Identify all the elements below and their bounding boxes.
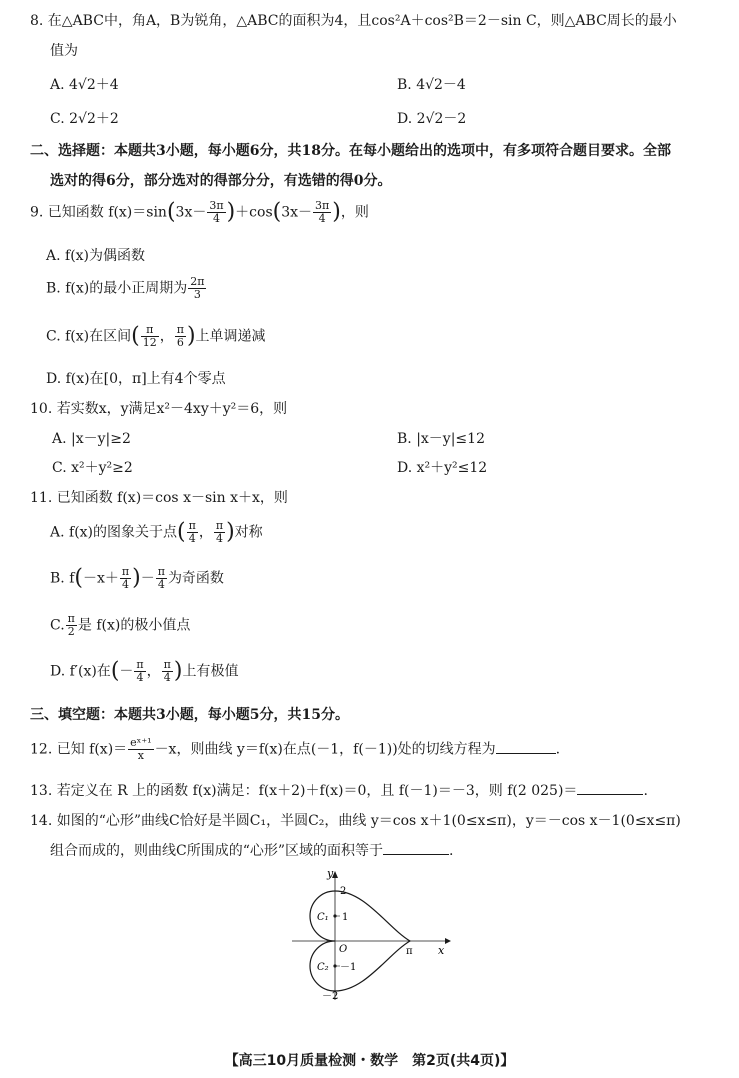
denominator: 4: [215, 532, 223, 545]
page-footer: 【高三10月质量检测・数学 第2页(共4页)】: [224, 1053, 515, 1069]
q9-option-b: [46, 276, 207, 301]
q11-option-b-mid: －: [140, 570, 155, 587]
numerator: π: [121, 565, 130, 578]
answer-blank[interactable]: [496, 739, 556, 754]
q11-option-c: [50, 613, 190, 638]
q8-option-a: A. 4√2＋4: [50, 77, 119, 93]
numerator: eˣ⁺¹: [130, 736, 152, 749]
q11-option-a: A. f(x)的图象关于点( $\frac{\pi}{4}$ ， $\frac{\pi}{4}$ )对称: [50, 519, 263, 545]
q11-option-a-suffix: 对称: [234, 524, 263, 541]
paren-close: ): [173, 658, 183, 684]
q9-stem-prefix: 9. 已知函数 f(x)＝sin: [30, 204, 167, 221]
origin-label: O: [339, 944, 348, 955]
q9-stem-suffix: ，则: [340, 204, 369, 221]
fraction: [313, 200, 331, 225]
numerator: 2π: [190, 275, 205, 288]
paren-open: (: [110, 658, 120, 684]
q11-option-b: [50, 566, 224, 591]
fraction: [66, 613, 77, 638]
q13-stem: [30, 780, 648, 800]
tick-label-1: 1: [342, 912, 349, 923]
paren-open: (: [74, 565, 83, 591]
denominator: 4: [318, 212, 326, 225]
q11-option-d-prefix: D. f′(x)在: [50, 663, 111, 680]
q14-stem-line1: 14. 如图的“心形”曲线C恰好是半圆C₁，半圆C₂，曲线 y＝cos x＋1(0≤x≤π)，y＝－cos x－1(0≤x≤π): [30, 813, 681, 829]
denominator: 12: [142, 336, 157, 349]
tick-label-2: 2: [340, 886, 347, 897]
q8-option-d: D. 2√2－2: [397, 111, 467, 127]
denominator: 4: [188, 532, 196, 545]
q11-option-d: D. f′(x)在(－ $\frac{\pi}{4}$ ， $\frac{\pi}{4}$ )上有极值: [50, 658, 239, 684]
q14-stem-line2: [50, 840, 453, 860]
denominator: 4: [136, 671, 144, 684]
fraction: [188, 276, 206, 301]
q9-arg1: 3x－: [175, 204, 207, 221]
c2-label: C₂: [317, 962, 329, 973]
q11-option-b-inner: －x＋: [82, 570, 119, 587]
x-axis-label: x: [438, 944, 445, 957]
denominator: 3: [193, 288, 201, 301]
paren-close: ): [226, 519, 235, 545]
q10-option-a: A. |x－y|≥2: [52, 431, 131, 447]
answer-blank[interactable]: [577, 780, 643, 795]
paren-close: ): [132, 565, 141, 591]
q12-end: .: [555, 741, 561, 758]
heart-curve-figure: [280, 866, 460, 1006]
fraction: [207, 200, 225, 225]
q11-option-d-neg: －: [119, 663, 134, 680]
numerator: π: [157, 565, 165, 578]
paren-close: ): [226, 199, 236, 225]
paren-open: (: [272, 199, 282, 225]
q11-option-c-suffix: 是 f(x)的极小值点: [77, 617, 191, 634]
paren-close: ): [332, 199, 341, 225]
q12-prefix: 12. 已知 f(x)＝: [30, 741, 128, 758]
q11-option-a-text: A. f(x)的图象关于点: [50, 524, 178, 541]
section2-heading-line2: 选对的得6分，部分选对的得部分分，有选错的得0分。: [50, 173, 392, 189]
q9-option-d: D. f(x)在[0，π]上有4个零点: [46, 371, 226, 387]
denominator: 4: [212, 212, 220, 225]
q11-option-b-prefix: B. f: [50, 570, 75, 587]
numerator: 3π: [315, 199, 330, 212]
q9-option-c-text: C. f(x)在区间: [46, 328, 132, 345]
q11-stem: 11. 已知函数 f(x)＝cos x－sin x＋x，则: [30, 490, 288, 506]
paren-open: (: [131, 323, 140, 349]
denominator: x: [137, 749, 144, 762]
q9-stem-mid: ＋cos: [235, 204, 273, 221]
q11-option-b-suffix: 为奇函数: [167, 570, 224, 587]
q14-line2-text: 组合而成的，则曲线C所围成的“心形”区域的面积等于: [50, 843, 384, 859]
c2-center-point: [333, 964, 336, 967]
q10-option-c: C. x²＋y²≥2: [52, 460, 133, 476]
numerator: π: [136, 658, 144, 671]
q14-end: .: [449, 843, 454, 859]
q8-stem-line1: 8. 在△ABC中，角A，B为锐角，△ABC的面积为4，且cos²A＋cos²B＝2－sin C，则△ABC周长的最小: [30, 13, 677, 29]
numerator: π: [67, 612, 75, 625]
numerator: π: [163, 658, 171, 671]
q9-arg2: 3x－: [281, 204, 313, 221]
q10-option-d: D. x²＋y²≤12: [397, 460, 488, 476]
c1-label: C₁: [317, 912, 329, 923]
y-axis-label: y: [327, 867, 334, 880]
q9-option-a: A. f(x)为偶函数: [46, 248, 146, 264]
section3-heading: 三、填空题：本题共3小题，每小题5分，共15分。: [30, 707, 349, 723]
q13-end: .: [643, 783, 648, 799]
fraction: [214, 520, 225, 545]
denominator: 4: [157, 578, 165, 591]
paren-open: (: [166, 199, 176, 225]
tick-label-pi: π: [406, 946, 413, 957]
tick-label-minus-1: －1: [340, 962, 357, 973]
denominator: 4: [163, 671, 171, 684]
q9-option-c: C. f(x)在区间( $\frac{\pi}{12}$ ， $\frac{\pi}{6}$ )上单调递减: [46, 323, 266, 349]
x-axis-arrow: [445, 938, 451, 944]
section2-heading-line1: 二、选择题：本题共3小题，每小题6分，共18分。在每小题给出的选项中，有多项符合题目要求。全部: [30, 143, 671, 159]
q8-option-c: C. 2√2＋2: [50, 111, 119, 127]
fraction: [162, 659, 173, 684]
q9-option-b-text: B. f(x)的最小正周期为: [46, 280, 188, 297]
fraction: [120, 566, 131, 591]
denominator: 6: [176, 336, 184, 349]
q10-option-b: B. |x－y|≤12: [397, 431, 485, 447]
q13-text: 13. 若定义在 R 上的函数 f(x)满足：f(x＋2)＋f(x)＝0，且 f(－1)＝－3，则 f(2 025)＝: [30, 783, 578, 799]
fraction: [134, 659, 145, 684]
numerator: π: [176, 323, 184, 336]
q8-option-b: B. 4√2－4: [397, 77, 466, 93]
fraction: [141, 324, 159, 349]
q12-stem: [30, 737, 560, 762]
tick-label-minus-2: －2: [322, 991, 339, 1002]
fraction: [175, 324, 186, 349]
q9-option-c-suffix: 上单调递减: [195, 328, 266, 345]
numerator: π: [141, 324, 159, 337]
paren-close: ): [186, 323, 196, 349]
q12-suffix: －x，则曲线 y＝f(x)在点(－1，f(－1))处的切线方程为: [154, 741, 496, 758]
fraction: [156, 566, 167, 591]
q11-option-d-suffix: 上有极值: [182, 663, 239, 680]
answer-blank[interactable]: [383, 840, 449, 855]
denominator: 4: [121, 578, 129, 591]
numerator: π: [215, 519, 224, 532]
fraction: [128, 737, 153, 762]
q10-stem: 10. 若实数x，y满足x²－4xy＋y²＝6，则: [30, 401, 288, 417]
denominator: 2: [67, 625, 75, 638]
numerator: 3π: [209, 199, 224, 212]
paren-open: (: [177, 519, 186, 545]
c1-center-point: [333, 914, 336, 917]
numerator: π: [188, 519, 196, 532]
fraction: [187, 520, 198, 545]
q8-stem-line2: 值为: [50, 43, 78, 59]
q9-stem: [30, 200, 369, 225]
q11-option-c-prefix: C.: [50, 617, 65, 634]
